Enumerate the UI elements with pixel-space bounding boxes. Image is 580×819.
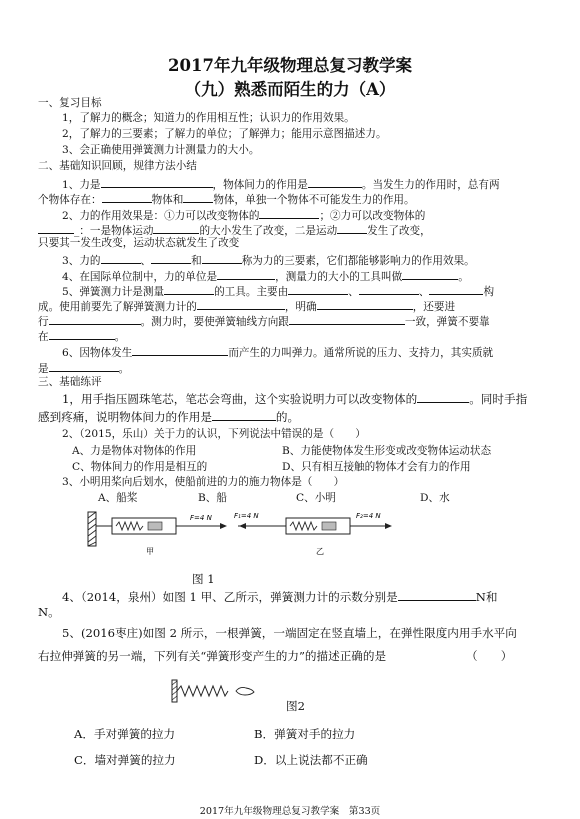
hand-icon xyxy=(236,687,254,695)
review-q5-line2: 成。使用前要先了解弹簧测力计的 ，明确 ，还要进 xyxy=(38,298,455,314)
exercise-5-answer-brackets[interactable]: （ ） xyxy=(466,649,513,663)
blank[interactable] xyxy=(202,252,242,264)
blank[interactable] xyxy=(132,344,228,356)
exercise-3-option-d[interactable]: D、水 xyxy=(420,492,450,504)
exercise-2-option-b[interactable]: B、力能使物体发生形变或改变物体运动状态 xyxy=(282,445,492,457)
blank[interactable] xyxy=(197,298,285,310)
review-q2-line1: 2、力的作用效果是：①力可以改变物体的 ；②力可以改变物体的 xyxy=(62,207,425,223)
blank[interactable] xyxy=(359,283,419,295)
blank[interactable] xyxy=(49,328,115,340)
exercise-5-option-c[interactable]: C．墙对弹簧的拉力 xyxy=(74,753,176,767)
exercise-5-line2: 右拉伸弹簧的另一端，下列有关“弹簧形变产生的力”的描述正确的是 xyxy=(38,649,387,663)
figure-2-caption: 图2 xyxy=(286,699,305,713)
review-q6-line2: 是 。 xyxy=(38,360,129,376)
exercise-5-option-a[interactable]: A．手对弹簧的拉力 xyxy=(74,727,176,741)
review-q1-line1: 1、力是 ，物体间力的作用是 。当发生力的作用时，总有两 xyxy=(62,176,500,192)
blank[interactable] xyxy=(429,283,483,295)
exercise-4-line1: 4、（2014，泉州）如图 1 甲、乙所示，弹簧测力计的示数分别是 N和 xyxy=(62,590,498,604)
figure-1-caption: 图 1 xyxy=(192,572,215,586)
figure-1-spring-scales xyxy=(80,506,400,568)
blank[interactable] xyxy=(217,268,275,280)
blank[interactable] xyxy=(49,360,119,372)
exercise-5-option-b[interactable]: B．弹簧对手的拉力 xyxy=(254,727,356,741)
exercise-4-line2: N。 xyxy=(38,605,60,619)
blank[interactable] xyxy=(164,283,214,295)
blank[interactable] xyxy=(308,176,362,188)
force-label-yi-right: F₂=4 N xyxy=(356,512,381,520)
figure-1-label-jia: 甲 xyxy=(146,547,154,556)
blank[interactable] xyxy=(289,313,405,325)
blank[interactable] xyxy=(317,298,413,310)
review-q5-line3: 行 。测力时，要使弹簧轴线方向跟 一致，弹簧不要靠 xyxy=(38,313,490,329)
spring-scale-yi xyxy=(286,518,350,534)
blank[interactable] xyxy=(398,589,476,601)
exercise-2-option-c[interactable]: C、物体间力的作用是相互的 xyxy=(72,461,208,473)
exercise-3-option-c[interactable]: C、小明 xyxy=(296,492,336,504)
review-q4: 4、在国际单位制中，力的单位是 ，测量力的大小的工具叫做 。 xyxy=(62,268,469,284)
blank[interactable] xyxy=(417,391,469,403)
exercise-3-option-a[interactable]: A、船桨 xyxy=(98,492,138,504)
blank[interactable] xyxy=(212,409,276,421)
blank[interactable] xyxy=(337,222,367,234)
figure-1-label-yi: 乙 xyxy=(316,547,324,556)
blank[interactable] xyxy=(49,313,141,325)
goal-2: 2，了解力的三要素；了解力的单位；了解弹力；能用示意图描述力。 xyxy=(62,128,387,140)
blank[interactable] xyxy=(151,252,191,264)
section-heading-goals: 一、复习目标 xyxy=(38,97,102,109)
exercise-5-option-d[interactable]: D．以上说法都不正确 xyxy=(254,753,368,767)
figure-2-spring-wall xyxy=(168,676,268,706)
exercise-1-line2: 感到疼痛，说明物体间力的作用是 的。 xyxy=(38,410,300,424)
exercise-5-line1: 5、(2016枣庄)如图 2 所示，一根弹簧，一端固定在竖直墙上，在弹性限度内用手水平向 xyxy=(62,626,517,640)
blank[interactable] xyxy=(38,222,74,234)
review-q3: 3、力的 、 和 称为力的三要素，它们都能够影响力的作用效果。 xyxy=(62,252,475,268)
blank[interactable] xyxy=(101,252,141,264)
review-q1-line2: 个物体存在： 物体和 物体，单独一个物体不可能发生力的作用。 xyxy=(38,191,415,207)
review-q5-line4: 在 。 xyxy=(38,328,125,344)
section-heading-exercises: 三、基础练评 xyxy=(38,376,102,388)
spring-scale-jia xyxy=(112,518,176,534)
goal-1: 1，了解力的概念；知道力的作用相互性；认识力的作用效果。 xyxy=(62,112,355,124)
blank[interactable] xyxy=(288,283,348,295)
review-q2-line2: _：一是物体运动 的大小发生了改变，二是运动 发生了改变， xyxy=(38,222,431,238)
force-label-yi-left: F₁=4 N xyxy=(234,512,259,520)
exercise-3-option-b[interactable]: B、船 xyxy=(198,492,227,504)
spring xyxy=(177,686,228,696)
blank[interactable] xyxy=(402,268,458,280)
review-q2-line3: 只要其一发生改变，运动状态就发生了改变 xyxy=(38,237,240,249)
goal-3: 3、会正确使用弹簧测力计测量力的大小。 xyxy=(62,144,260,156)
blank[interactable] xyxy=(183,191,213,203)
exercise-2-option-a[interactable]: A、力是物体对物体的作用 xyxy=(72,445,197,457)
force-label-jia: F=4 N xyxy=(190,514,212,522)
blank[interactable] xyxy=(259,207,319,219)
page-title: 2017年九年级物理总复习教学案 xyxy=(168,56,412,75)
review-q5-line1: 5、弹簧测力计是测量 的工具。主要由 、 、 构 xyxy=(62,283,494,299)
blank[interactable] xyxy=(102,191,152,203)
exercise-3: 3、小明用桨向后划水，使船前进的力的施力物体是（ ） xyxy=(62,476,345,488)
page-subtitle: （九）熟悉而陌生的力（A） xyxy=(184,80,396,99)
page-footer: 2017年九年级物理总复习教学案 第33页 xyxy=(199,806,381,817)
exercise-2: 2、（2015，乐山）关于力的认识，下列说法中错误的是（ ） xyxy=(62,428,366,440)
section-heading-review: 二、基础知识回顾，规律方法小结 xyxy=(38,160,197,172)
blank[interactable] xyxy=(153,222,199,234)
review-q6-line1: 6、因物体发生 而产生的力叫弹力。通常所说的压力、支持力，其实质就 xyxy=(62,344,493,360)
exercise-2-option-d[interactable]: D、只有相互接触的物体才会有力的作用 xyxy=(282,461,471,473)
exercise-1-line1: 1，用手指压圆珠笔芯，笔芯会弯曲，这个实验说明力可以改变物体的 。同时手指 xyxy=(62,392,528,406)
blank[interactable] xyxy=(101,176,213,188)
